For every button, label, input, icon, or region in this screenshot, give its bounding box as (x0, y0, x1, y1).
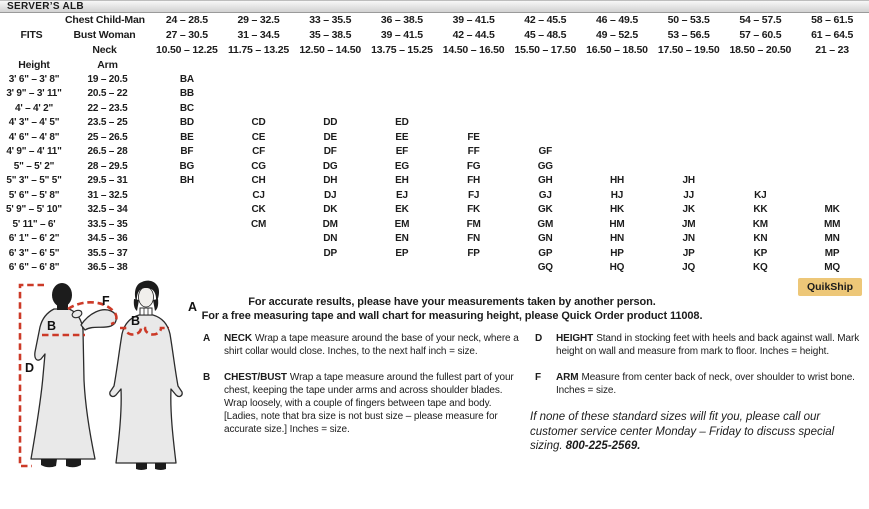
size-code-cell: EG (367, 160, 439, 175)
fit-range-cell: 61 – 64.5 (797, 28, 869, 43)
size-code-cell: EF (367, 146, 439, 161)
empty-size-cell (439, 102, 511, 117)
instruction-text-arm: Measure from center back of neck, over shoulder to wrist bone. Inches = size. (556, 372, 855, 396)
empty-size-cell (797, 189, 869, 204)
size-code-cell: HK (582, 204, 654, 219)
height-range-cell: 4' 6" – 4' 8" (0, 131, 65, 146)
stripe-spacer-cell (582, 58, 654, 73)
size-code-cell: JK (654, 204, 726, 219)
size-code-cell: JM (654, 218, 726, 233)
instruction-term-height: HEIGHT (556, 333, 594, 344)
arm-range-cell: 28 – 29.5 (65, 160, 152, 175)
fit-row-label: Neck (65, 43, 152, 58)
height-header-cell: Height (0, 58, 65, 73)
arm-range-cell: 34.5 – 36 (65, 233, 152, 248)
size-code-cell: GK (510, 204, 582, 219)
empty-size-cell (152, 204, 224, 219)
arm-range-cell: 32.5 – 34 (65, 204, 152, 219)
height-range-cell: 5" 3" – 5" 5" (0, 175, 65, 190)
empty-size-cell (439, 73, 511, 88)
instruction-chest-bust (203, 371, 527, 436)
empty-size-cell (654, 73, 726, 88)
size-code-cell: BB (152, 88, 224, 103)
fit-row-label: Bust Woman (65, 28, 152, 43)
size-code-cell-quikship: EM (367, 218, 439, 233)
size-code-cell: DN (295, 233, 367, 248)
empty-size-cell (295, 102, 367, 117)
empty-size-cell (582, 102, 654, 117)
empty-size-cell (224, 233, 296, 248)
fit-range-cell: 29 – 32.5 (224, 13, 296, 28)
intro-line-1: For accurate results, please have your measurements taken by another person. (248, 296, 656, 308)
alb-measurement-diagram (5, 280, 201, 473)
fit-range-cell: 27 – 30.5 (152, 28, 224, 43)
empty-size-cell (510, 117, 582, 132)
fit-range-cell: 15.50 – 17.50 (510, 43, 582, 58)
fit-range-cell: 57 – 60.5 (726, 28, 798, 43)
size-code-cell: BG (152, 160, 224, 175)
size-code-cell: HP (582, 247, 654, 262)
empty-size-cell (797, 102, 869, 117)
size-code-cell: JH (654, 175, 726, 190)
size-code-cell-quikship: BF (152, 146, 224, 161)
fit-range-cell: 12.50 – 14.50 (295, 43, 367, 58)
size-code-cell: CK (224, 204, 296, 219)
height-range-cell: 3' 6" – 3' 8" (0, 73, 65, 88)
size-code-cell: KN (726, 233, 798, 248)
size-code-cell: CD (224, 117, 296, 132)
fit-range-cell: 16.50 – 18.50 (582, 43, 654, 58)
size-code-cell: EE (367, 131, 439, 146)
size-code-cell: MK (797, 204, 869, 219)
fit-range-cell: 31 – 34.5 (224, 28, 296, 43)
size-code-cell: DG (295, 160, 367, 175)
empty-size-cell (224, 88, 296, 103)
height-range-cell: 5" – 5' 2" (0, 160, 65, 175)
size-code-cell-quikship: DK (295, 204, 367, 219)
empty-size-cell (797, 160, 869, 175)
figure-label-arm: F (102, 294, 110, 308)
size-code-cell: DP (295, 247, 367, 262)
size-code-cell: GF (510, 146, 582, 161)
empty-size-cell (582, 117, 654, 132)
height-range-cell: 5' 11" – 6' (0, 218, 65, 233)
fit-range-cell: 42 – 44.5 (439, 28, 511, 43)
empty-size-cell (654, 117, 726, 132)
instruction-term-arm: ARM (556, 372, 579, 383)
stripe-spacer-cell (367, 58, 439, 73)
arm-range-cell: 33.5 – 35 (65, 218, 152, 233)
size-code-cell: FM (439, 218, 511, 233)
size-code-cell: GH (510, 175, 582, 190)
size-code-cell: KP (726, 247, 798, 262)
empty-size-cell (439, 88, 511, 103)
size-code-cell-quikship: FN (439, 233, 511, 248)
size-code-cell: HM (582, 218, 654, 233)
fit-range-cell: 58 – 61.5 (797, 13, 869, 28)
empty-size-cell (295, 73, 367, 88)
size-code-cell: FJ (439, 189, 511, 204)
empty-size-cell (367, 102, 439, 117)
height-range-cell: 6' 3" – 6' 5" (0, 247, 65, 262)
arm-range-cell: 22 – 23.5 (65, 102, 152, 117)
empty-size-cell (726, 117, 798, 132)
empty-size-cell (152, 189, 224, 204)
empty-size-cell (726, 131, 798, 146)
empty-size-cell (797, 175, 869, 190)
empty-size-cell (224, 102, 296, 117)
figure-label-height: D (25, 361, 35, 375)
empty-size-cell (654, 160, 726, 175)
page-title: SERVER’S ALB (0, 0, 869, 13)
fit-range-cell: 50 – 53.5 (654, 13, 726, 28)
fit-range-cell: 11.75 – 13.25 (224, 43, 296, 58)
arm-range-cell: 26.5 – 28 (65, 146, 152, 161)
size-code-cell: MP (797, 247, 869, 262)
alb-front-view-figure (110, 281, 182, 470)
instruction-letter-b: B (203, 372, 211, 383)
empty-size-cell (295, 262, 367, 277)
special-note-text: If none of these standard sizes will fit you, please call our customer service center Monday – Friday to discuss special sizing. (530, 411, 835, 452)
empty-size-cell (582, 146, 654, 161)
size-code-cell: FK (439, 204, 511, 219)
empty-size-cell (797, 131, 869, 146)
arm-header-cell: Arm (65, 58, 152, 73)
arm-range-cell: 29.5 – 31 (65, 175, 152, 190)
empty-size-cell (224, 247, 296, 262)
fit-range-cell: 18.50 – 20.50 (726, 43, 798, 58)
size-code-cell-quikship: CF (224, 146, 296, 161)
fit-range-cell: 21 – 23 (797, 43, 869, 58)
size-code-cell: DF (295, 146, 367, 161)
size-code-cell-quikship: EJ (367, 189, 439, 204)
size-code-cell: MM (797, 218, 869, 233)
size-code-cell: FF (439, 146, 511, 161)
size-code-cell: ED (367, 117, 439, 132)
empty-size-cell (797, 88, 869, 103)
size-code-cell: DE (295, 131, 367, 146)
size-code-cell: HJ (582, 189, 654, 204)
size-code-cell: GP (510, 247, 582, 262)
measuring-instructions-section (0, 276, 869, 473)
stripe-spacer-cell (224, 58, 296, 73)
fit-range-cell: 33 – 35.5 (295, 13, 367, 28)
fits-label-cell: FITS (0, 13, 65, 58)
size-code-cell: GJ (510, 189, 582, 204)
height-range-cell: 6' 1" – 6' 2" (0, 233, 65, 248)
alb-back-view-figure (31, 283, 116, 467)
fit-range-cell: 46 – 49.5 (582, 13, 654, 28)
stripe-spacer-cell (510, 58, 582, 73)
height-range-cell: 5' 6" – 5' 8" (0, 189, 65, 204)
arm-range-cell: 35.5 – 37 (65, 247, 152, 262)
arm-range-cell: 19 – 20.5 (65, 73, 152, 88)
size-code-cell: GM (510, 218, 582, 233)
fit-range-cell: 10.50 – 12.25 (152, 43, 224, 58)
stripe-spacer-cell (654, 58, 726, 73)
empty-size-cell (510, 88, 582, 103)
empty-size-cell (797, 117, 869, 132)
fit-row-label: Chest Child-Man (65, 13, 152, 28)
size-code-cell: GQ (510, 262, 582, 277)
fit-range-cell: 42 – 45.5 (510, 13, 582, 28)
size-code-cell-quikship: CH (224, 175, 296, 190)
arm-range-cell: 23.5 – 25 (65, 117, 152, 132)
instruction-letter-d: D (535, 333, 543, 344)
size-code-cell: EH (367, 175, 439, 190)
empty-size-cell (367, 73, 439, 88)
size-code-cell-quikship: DJ (295, 189, 367, 204)
fit-range-cell: 39 – 41.5 (367, 28, 439, 43)
quikship-badge: QuikShip (798, 278, 862, 296)
arm-range-cell: 36.5 – 38 (65, 262, 152, 277)
fit-range-cell: 14.50 – 16.50 (439, 43, 511, 58)
arm-range-cell: 31 – 32.5 (65, 189, 152, 204)
height-range-cell: 4' – 4' 2" (0, 102, 65, 117)
arm-range-cell: 25 – 26.5 (65, 131, 152, 146)
empty-size-cell (582, 160, 654, 175)
empty-size-cell (152, 262, 224, 277)
special-sizing-note (530, 410, 869, 454)
size-code-cell-quikship: EK (367, 204, 439, 219)
height-range-cell: 4' 9" – 4' 11" (0, 146, 65, 161)
figure-label-chest-back: B (47, 319, 57, 333)
instruction-text-chest-bust: Wrap a tape measure around the fullest part of your chest, keeping the tape under arms and across shoulder blades. Wrap loosely, with a couple of fingers between tape and body. [Ladies, note that bra size is not bust size – please measure for accurate size.] Inches = size. (224, 372, 514, 435)
size-code-cell: KQ (726, 262, 798, 277)
instruction-arm (535, 371, 869, 397)
instruction-letter-f: F (535, 372, 542, 383)
instruction-term-neck: NECK (224, 333, 252, 344)
size-code-cell: GG (510, 160, 582, 175)
empty-size-cell (224, 73, 296, 88)
instruction-text-height: Stand in stocking feet with heels and back against wall. Mark height on wall and measure from mark to floor. Inches = height. (556, 333, 860, 357)
fit-range-cell: 49 – 52.5 (582, 28, 654, 43)
stripe-spacer-cell (797, 58, 869, 73)
empty-size-cell (152, 233, 224, 248)
empty-size-cell (726, 73, 798, 88)
empty-size-cell (726, 102, 798, 117)
empty-size-cell (582, 131, 654, 146)
empty-size-cell (726, 88, 798, 103)
size-code-cell: HN (582, 233, 654, 248)
size-code-cell-quikship: BE (152, 131, 224, 146)
fit-range-cell: 45 – 48.5 (510, 28, 582, 43)
height-range-cell: 6' 6" – 6' 8" (0, 262, 65, 277)
fit-range-cell: 13.75 – 15.25 (367, 43, 439, 58)
size-code-cell: BA (152, 73, 224, 88)
size-code-cell: CM (224, 218, 296, 233)
empty-size-cell (797, 73, 869, 88)
size-grid-rows (0, 73, 869, 276)
size-code-cell-quikship: DH (295, 175, 367, 190)
fit-range-cell: 35 – 38.5 (295, 28, 367, 43)
stripe-spacer-cell (439, 58, 511, 73)
size-code-cell: HQ (582, 262, 654, 277)
figure-label-bust-front: B (131, 314, 141, 328)
size-code-cell: JP (654, 247, 726, 262)
fit-range-cell: 54 – 57.5 (726, 13, 798, 28)
arm-range-cell: 20.5 – 22 (65, 88, 152, 103)
stripe-spacer-cell (152, 58, 224, 73)
instruction-height (535, 332, 869, 358)
empty-size-cell (726, 175, 798, 190)
empty-size-cell (582, 73, 654, 88)
size-code-cell: EN (367, 233, 439, 248)
size-code-cell: HH (582, 175, 654, 190)
instruction-text-neck: Wrap a tape measure around the base of your neck, where a shirt collar would close. Inches, to the next half inch = size. (224, 333, 519, 357)
size-code-cell: EP (367, 247, 439, 262)
size-code-cell: JQ (654, 262, 726, 277)
size-code-cell: FG (439, 160, 511, 175)
empty-size-cell (510, 73, 582, 88)
size-code-cell: FP (439, 247, 511, 262)
height-range-cell: 3' 9" – 3' 11" (0, 88, 65, 103)
size-code-cell: KM (726, 218, 798, 233)
size-code-cell: DM (295, 218, 367, 233)
size-code-cell: KK (726, 204, 798, 219)
empty-size-cell (582, 88, 654, 103)
fit-range-cell: 17.50 – 19.50 (654, 43, 726, 58)
empty-size-cell (510, 131, 582, 146)
empty-size-cell (439, 262, 511, 277)
empty-size-cell (654, 146, 726, 161)
size-chart-table (0, 13, 869, 276)
size-code-cell-quikship: CE (224, 131, 296, 146)
size-code-cell: MQ (797, 262, 869, 277)
empty-size-cell (152, 247, 224, 262)
fit-range-cell: 53 – 56.5 (654, 28, 726, 43)
instruction-neck (203, 332, 527, 358)
size-code-cell: KJ (726, 189, 798, 204)
fits-header-rows (0, 13, 869, 73)
empty-size-cell (510, 102, 582, 117)
instructions-column-right (530, 332, 869, 454)
size-code-cell: FE (439, 131, 511, 146)
empty-size-cell (797, 146, 869, 161)
size-code-cell: FH (439, 175, 511, 190)
size-code-cell-quikship: CG (224, 160, 296, 175)
empty-size-cell (654, 131, 726, 146)
empty-size-cell (367, 262, 439, 277)
size-code-cell: BH (152, 175, 224, 190)
size-code-cell: MN (797, 233, 869, 248)
instruction-term-chest-bust: CHEST/BUST (224, 372, 287, 383)
empty-size-cell (439, 117, 511, 132)
instruction-letter-a: A (203, 333, 211, 344)
size-code-cell: GN (510, 233, 582, 248)
size-code-cell: JJ (654, 189, 726, 204)
size-code-cell: BC (152, 102, 224, 117)
empty-size-cell (654, 88, 726, 103)
empty-size-cell (295, 88, 367, 103)
empty-size-cell (654, 102, 726, 117)
size-code-cell: JN (654, 233, 726, 248)
fit-range-cell: 39 – 41.5 (439, 13, 511, 28)
height-range-cell: 4' 3" – 4' 5" (0, 117, 65, 132)
stripe-spacer-cell (295, 58, 367, 73)
height-range-cell: 5' 9" – 5' 10" (0, 204, 65, 219)
size-code-cell: CJ (224, 189, 296, 204)
intro-line-2: For a free measuring tape and wall chart for measuring height, please Quick Order product 11008. (201, 309, 703, 322)
phone-number: 800-225-2569. (565, 440, 641, 452)
empty-size-cell (726, 146, 798, 161)
stripe-spacer-cell (726, 58, 798, 73)
fit-range-cell: 36 – 38.5 (367, 13, 439, 28)
size-code-cell: DD (295, 117, 367, 132)
empty-size-cell (152, 218, 224, 233)
empty-size-cell (726, 160, 798, 175)
size-code-cell-quikship: BD (152, 117, 224, 132)
fit-range-cell: 24 – 28.5 (152, 13, 224, 28)
empty-size-cell (367, 88, 439, 103)
empty-size-cell (224, 262, 296, 277)
instructions-column-left (203, 332, 527, 449)
figure-label-neck: A (188, 300, 198, 314)
